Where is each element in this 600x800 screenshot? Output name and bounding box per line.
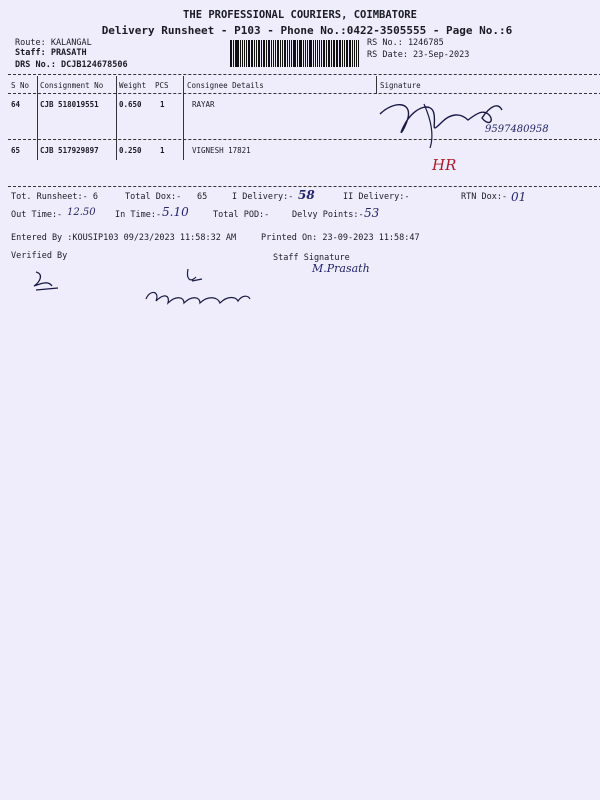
col-separator bbox=[37, 76, 38, 160]
row2-consignment: CJB 517929897 bbox=[40, 146, 99, 155]
out-time-value: 12.50 bbox=[67, 207, 96, 218]
drs-number: DRS No.: DCJB124678506 bbox=[15, 60, 128, 70]
col-separator bbox=[183, 76, 184, 160]
total-dox-value: 65 bbox=[197, 192, 208, 202]
printed-on: Printed On: 23-09-2023 11:58:47 bbox=[261, 233, 420, 243]
verified-by-label: Verified By bbox=[11, 251, 68, 261]
row1-weight: 0.650 bbox=[119, 100, 142, 109]
staff-signature-label: Staff Signature bbox=[273, 253, 350, 263]
row2-pcs: 1 bbox=[160, 146, 165, 155]
table-top-border bbox=[8, 74, 600, 75]
out-time-label: Out Time:- bbox=[11, 210, 63, 220]
col-consignment: Consignment No bbox=[40, 81, 104, 90]
col-pcs: PCS bbox=[155, 81, 169, 90]
col-consignee: Consignee Details bbox=[187, 81, 264, 90]
tot-runsheet: Tot. Runsheet:- 6 bbox=[11, 192, 98, 202]
ii-delivery-label: II Delivery:- bbox=[343, 192, 410, 202]
in-time-value: 5.10 bbox=[162, 205, 189, 219]
row2-sno: 65 bbox=[11, 146, 21, 155]
verifier-signature bbox=[140, 265, 255, 310]
runsheet-title: Delivery Runsheet - P103 - Phone No.:0422-3505555 - Page No.:6 bbox=[101, 24, 513, 37]
col-weight: Weight bbox=[119, 81, 147, 90]
rtn-dox-label: RTN Dox:- bbox=[461, 192, 508, 202]
col-separator bbox=[116, 76, 117, 160]
col-sno: S No bbox=[11, 81, 30, 90]
company-title: THE PROFESSIONAL COURIERS, COIMBATORE bbox=[183, 9, 417, 21]
rs-number: RS No.: 1246785 bbox=[367, 38, 444, 48]
row1-pcs: 1 bbox=[160, 100, 165, 109]
row1-consignee: RAYAR bbox=[192, 100, 215, 109]
row2-initials: HR bbox=[432, 156, 457, 174]
total-dox-label: Total Dox:- bbox=[125, 192, 182, 202]
i-delivery-label: I Delivery:- bbox=[232, 192, 294, 202]
table-bottom-border bbox=[8, 186, 600, 187]
rs-date: RS Date: 23-Sep-2023 bbox=[367, 50, 470, 60]
route-label: Route: KALANGAL bbox=[15, 38, 92, 48]
row1-signature bbox=[372, 92, 572, 150]
row2-weight: 0.250 bbox=[119, 146, 142, 155]
verifier-initial-mark bbox=[30, 266, 70, 296]
row1-sno: 64 bbox=[11, 100, 21, 109]
entered-by: Entered By :KOUSIP103 09/23/2023 11:58:32 AM bbox=[11, 233, 237, 243]
staff-signature: M.Prasath bbox=[312, 262, 370, 275]
row2-consignee: VIGNESH 17821 bbox=[192, 146, 251, 155]
col-signature: Signature bbox=[380, 81, 421, 90]
delvy-points-value: 53 bbox=[364, 206, 380, 220]
row1-phone: 9597480958 bbox=[485, 124, 549, 135]
i-delivery-value: 58 bbox=[298, 188, 315, 202]
barcode bbox=[230, 40, 360, 67]
delvy-points-label: Delvy Points:- bbox=[292, 210, 364, 220]
staff-label: Staff: PRASATH bbox=[15, 48, 87, 58]
total-pod-label: Total POD:- bbox=[213, 210, 270, 220]
rtn-dox-value: 01 bbox=[511, 190, 527, 204]
row1-consignment: CJB 518019551 bbox=[40, 100, 99, 109]
in-time-label: In Time:- bbox=[115, 210, 162, 220]
